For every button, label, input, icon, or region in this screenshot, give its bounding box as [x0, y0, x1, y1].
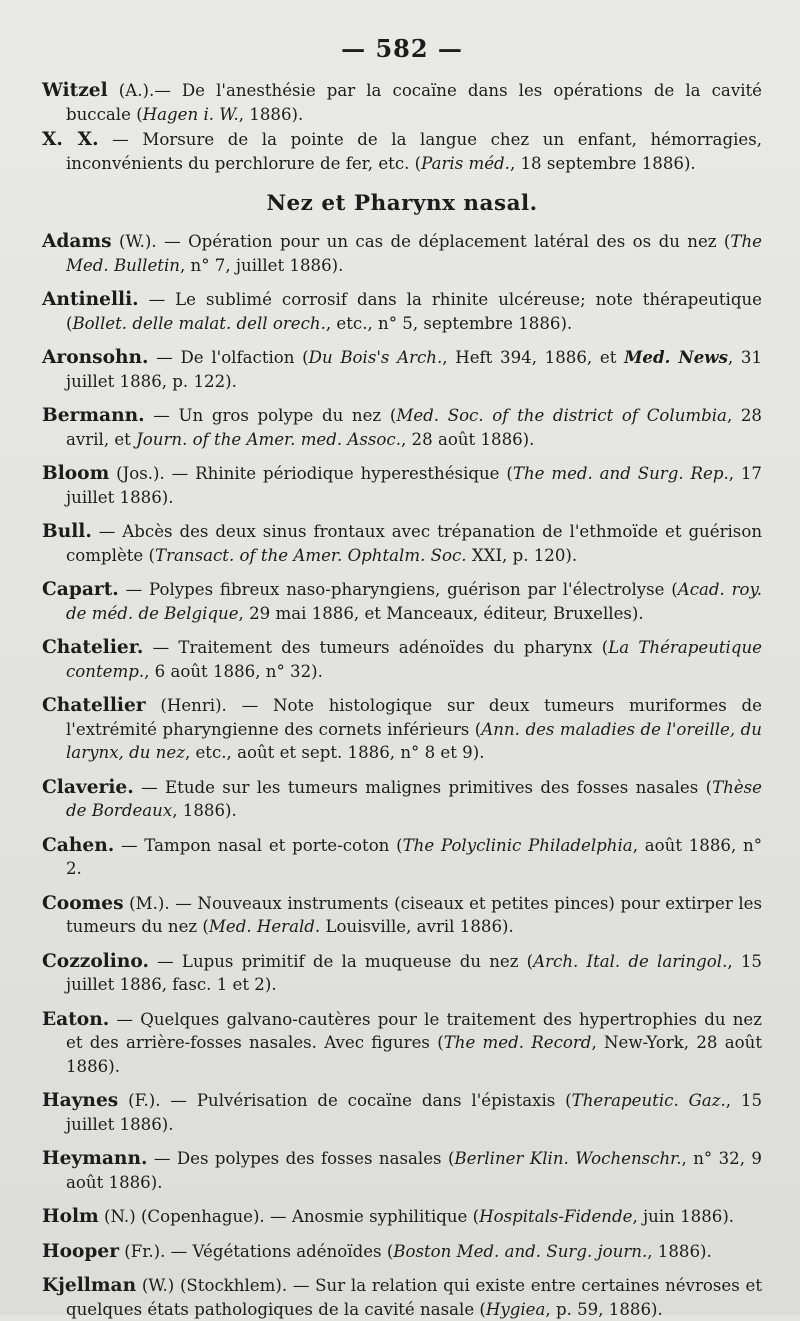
- bibliography-entry: [42, 950, 762, 997]
- bibliography-entry: [42, 578, 762, 625]
- bibliography-entry: [42, 404, 762, 451]
- entry-text: , 1886).: [172, 801, 237, 820]
- entry-author: Witzel: [42, 80, 108, 101]
- entry-text: — Etude sur les tumeurs malignes primitives des fosses nasales (: [133, 777, 713, 797]
- entry-citation-source: The med. Record: [443, 1033, 592, 1052]
- entry-citation-source: The Med. Bulletin: [66, 232, 762, 275]
- entry-text: , Heft 394, 1886, et: [442, 348, 625, 367]
- entry-author: Claverie.: [42, 776, 134, 798]
- entry-citation-source: Med. Soc. of the district of Columbia: [396, 406, 727, 425]
- bibliography-entry: [42, 1008, 762, 1079]
- entry-author: X. X.: [42, 129, 99, 150]
- entry-text: (Fr.). — Végétations adénoïdes (: [119, 1241, 394, 1261]
- entry-citation-source: Acad. roy. de méd. de Belgique: [66, 580, 762, 623]
- entry-text: , New-York, 28 août 1886).: [66, 1033, 762, 1076]
- entry-citation-source: Med. Herald.: [208, 917, 321, 936]
- entry-text: — Des polypes des fosses nasales (: [147, 1149, 455, 1168]
- bibliography-entry: [42, 1147, 762, 1194]
- entry-citation-source: Hagen i. W.: [142, 104, 239, 124]
- entry-text: — Quelques galvano-cautères pour le traitement des hypertrophies du nez et des arrière-fosses nasales. Avec figures (: [66, 1009, 762, 1052]
- bibliography-entry: [42, 776, 762, 823]
- entry-text: (Henri). — Note histologique sur deux tumeurs muriformes de l'extrémité pharyngienne des cornets inférieurs (: [66, 696, 762, 739]
- entry-text: (Jos.). — Rhinite périodique hyperesthésique (: [109, 464, 513, 483]
- entry-author: Chatelier.: [42, 637, 144, 658]
- bibliography-entry: [42, 462, 762, 509]
- entry-text: (M.). — Nouveaux instruments (ciseaux et petites pinces) pour extirper les tumeurs du nez (: [66, 893, 762, 936]
- entry-text: — Tampon nasal et porte-coton (: [114, 835, 403, 855]
- entry-text: , 15 juillet 1886, fasc. 1 et 2).: [66, 951, 762, 994]
- entry-text: , 1886).: [647, 1241, 712, 1261]
- entry-text: (W.) (Stockhlem). — Sur la relation qui existe entre certaines névroses et quelques états pathologiques de la cavité nasale (: [66, 1276, 762, 1319]
- bibliography-entry: [42, 1240, 762, 1264]
- page-number: — 582 —: [341, 34, 463, 63]
- entry-text: , n° 7, juillet 1886).: [179, 255, 344, 275]
- entry-text: , 17 juillet 1886).: [66, 464, 762, 507]
- entry-text: — Morsure de la pointe de la langue chez un enfant, hémorragies, inconvénients du perchlorure de fer, etc. (: [66, 130, 762, 173]
- entry-text: , etc., n° 5, septembre 1886).: [325, 313, 573, 333]
- entry-text: , 1886).: [238, 104, 304, 124]
- entry-text: , etc., août et sept. 1886, n° 8 et 9).: [184, 743, 485, 762]
- entry-author: Cahen.: [42, 834, 115, 856]
- entry-author: Eaton.: [42, 1008, 110, 1030]
- entry-text: , 28 août 1886).: [401, 429, 535, 449]
- bibliography-entry: [42, 1205, 762, 1229]
- entry-citation-source: Arch. Ital. de laringol.: [533, 951, 728, 971]
- entry-text: — Polypes fibreux naso-pharyngiens, guérison par l'électrolyse (: [118, 580, 678, 599]
- entry-text: — Traitement des tumeurs adénoïdes du pharynx (: [143, 638, 609, 657]
- entry-author: Capart.: [42, 579, 119, 600]
- bibliography-list: [42, 230, 762, 1321]
- entry-author: Hooper: [42, 1240, 119, 1262]
- entry-author: Chatellier: [42, 695, 146, 716]
- entry-author: Aronsohn.: [42, 347, 149, 368]
- entry-author: Holm: [42, 1206, 99, 1227]
- entry-text: , 28 avril, et: [66, 406, 762, 449]
- entry-text: — De l'olfaction (: [148, 348, 309, 367]
- bibliography-entry: [42, 346, 762, 393]
- entry-citation-source: Transact. of the Amer. Ophtalm. Soc.: [155, 545, 467, 565]
- intro-entries: [42, 79, 762, 175]
- entry-author: Antinelli.: [42, 289, 139, 310]
- entry-text: — Le sublimé corrosif dans la rhinite ulcéreuse; note thérapeutique (: [66, 290, 762, 333]
- entry-text: XXI, p. 120).: [466, 545, 578, 565]
- entry-text: , 15 juillet 1886).: [66, 1091, 763, 1134]
- entry-text: — Abcès des deux sinus frontaux avec trépanation de l'ethmoïde et guérison complète (: [66, 522, 762, 565]
- bibliography-entry: [42, 1274, 762, 1321]
- entry-author: Heymann.: [42, 1148, 148, 1169]
- entry-text: (N.) (Copenhague). — Anosmie syphilitique (: [98, 1207, 480, 1226]
- entry-text: , 18 septembre 1886).: [509, 153, 696, 173]
- entry-text: (A.).— De l'anesthésie par la cocaïne dans les opérations de la cavité buccale (: [66, 81, 762, 124]
- entry-citation-source: Hygiea: [485, 1299, 546, 1319]
- bibliography-entry: [42, 1089, 762, 1136]
- bibliography-entry: [42, 520, 762, 567]
- entry-author: Bermann.: [42, 405, 145, 426]
- entry-author: Haynes: [42, 1090, 119, 1111]
- entry-citation-source: Med. News: [624, 347, 728, 367]
- entry-text: (F.). — Pulvérisation de cocaïne dans l'épistaxis (: [118, 1091, 572, 1110]
- entry-author: Kjellman: [42, 1275, 137, 1296]
- entry-citation-source: Paris méd.: [421, 153, 510, 173]
- entry-author: Bloom: [42, 463, 110, 484]
- entry-text: — Un gros polype du nez (: [144, 406, 397, 425]
- entry-text: — Lupus primitif de la muqueuse du nez (: [148, 951, 534, 971]
- entry-citation-source: Therapeutic. Gaz.: [571, 1091, 726, 1110]
- entry-citation-source: Berliner Klin. Wochenschr.: [454, 1149, 682, 1168]
- entry-text: , 31 juillet 1886, p. 122).: [66, 348, 763, 391]
- bibliography-entry: [42, 694, 762, 765]
- entry-text: , juin 1886).: [632, 1207, 735, 1226]
- entry-text: , n° 32, 9 août 1886).: [66, 1149, 762, 1192]
- entry-author: Coomes: [42, 892, 124, 914]
- section-title: Nez et Pharynx nasal.: [266, 191, 538, 216]
- entry-citation-source: Bollet. delle malat. dell orech.: [72, 313, 326, 333]
- entry-citation-source: Journ. of the Amer. med. Assoc.: [136, 429, 401, 449]
- entry-citation-source: Ann. des maladies de l'oreille, du larynx, du nez: [66, 719, 762, 762]
- bibliography-entry: [42, 79, 762, 126]
- entry-citation-source: Boston Med. and. Surg. journ.: [393, 1241, 648, 1261]
- entry-citation-source: Thèse de Bordeaux: [66, 777, 762, 820]
- entry-citation-source: The Polyclinic Philadelphia: [402, 835, 633, 855]
- entry-text: , 6 août 1886, n° 32).: [144, 661, 323, 681]
- entry-text: Louisville, avril 1886).: [320, 917, 514, 936]
- entry-citation-source: Du Bois's Arch.: [308, 348, 443, 367]
- entry-text: , 29 mai 1886, et Manceaux, éditeur, Bruxelles).: [238, 603, 644, 623]
- entry-author: Bull.: [42, 521, 92, 542]
- bibliography-entry: [42, 128, 762, 175]
- entry-text: , août 1886, n° 2.: [66, 835, 762, 878]
- bibliography-entry: [42, 834, 762, 881]
- entry-text: , p. 59, 1886).: [545, 1299, 663, 1319]
- bibliography-entry: [42, 288, 762, 335]
- bibliography-entry: [42, 230, 762, 277]
- entry-citation-source: Hospitals-Fidende: [479, 1207, 633, 1226]
- entry-citation-source: La Thérapeutique contemp.: [66, 638, 762, 681]
- entry-author: Adams: [42, 231, 112, 252]
- entry-text: (W.). — Opération pour un cas de déplacement latéral des os du nez (: [111, 232, 731, 251]
- entry-citation-source: The med. and Surg. Rep.: [512, 464, 729, 483]
- entry-author: Cozzolino.: [42, 950, 149, 972]
- bibliography-entry: [42, 892, 762, 939]
- bibliography-entry: [42, 636, 762, 683]
